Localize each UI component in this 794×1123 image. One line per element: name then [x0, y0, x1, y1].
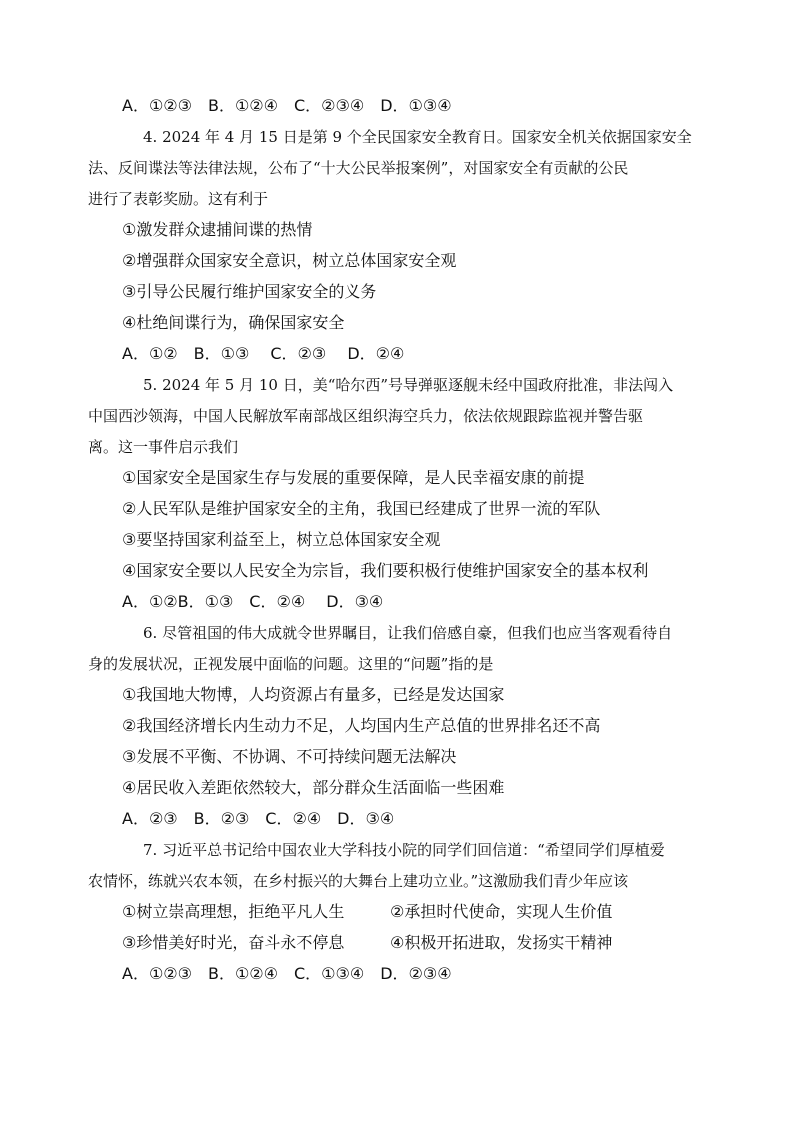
question-4-option-4: ④杜绝间谍行为，确保国家安全 — [122, 313, 345, 332]
question-7-option-2: ②承担时代使命，实现人生价值 — [390, 902, 613, 921]
question-7-text-line-2: 农情怀，练就兴农本领，在乡村振兴的大舞台上建功立业。”这激励我们青少年应该 — [88, 872, 629, 890]
question-5-option-3: ③要坚持国家利益至上，树立总体国家安全观 — [122, 530, 441, 549]
question-4-text-line-3: 进行了表彰奖励。这有利于 — [88, 190, 269, 208]
question-6-option-3: ③发展不平衡、不协调、不可持续问题无法解决 — [122, 747, 457, 766]
question-6-option-2: ②我国经济增长内生动力不足，人均国内生产总值的世界排名还不高 — [122, 716, 601, 735]
answer-choices-prev: A．①②③ B．①②④ C．②③④ D．①③④ — [122, 96, 452, 115]
question-4-text-line-1: 4. 2024 年 4 月 15 日是第 9 个全民国家安全教育日。国家安全机关依据国家安全 — [143, 128, 692, 146]
question-5-answer-choices: A．①②B．①③ C．②④ D．③④ — [122, 592, 384, 611]
question-7-option-1: ①树立崇高理想，拒绝平凡人生 — [122, 902, 345, 921]
question-5-option-4: ④国家安全要以人民安全为宗旨，我们要积极行使维护国家安全的基本权利 — [122, 561, 649, 580]
question-7-option-3: ③珍惜美好时光，奋斗永不停息 — [122, 933, 345, 952]
question-5-text-line-2: 中国西沙领海，中国人民解放军南部战区组织海空兵力，依法依规跟踪监视并警告驱 — [88, 407, 644, 425]
question-5-text-line-3: 离。这一事件启示我们 — [88, 438, 239, 456]
question-6-option-1: ①我国地大物博，人均资源占有量多，已经是发达国家 — [122, 685, 505, 704]
question-4-answer-choices: A．①② B．①③ C．②③ D．②④ — [122, 344, 405, 363]
question-6-text-line-2: 身的发展状况，正视发展中面临的问题。这里的“问题”指的是 — [88, 655, 494, 673]
question-4-option-3: ③引导公民履行维护国家安全的义务 — [122, 282, 377, 301]
question-6-answer-choices: A．②③ B．②③ C．②④ D．③④ — [122, 809, 395, 828]
question-6-option-4: ④居民收入差距依然较大，部分群众生活面临一些困难 — [122, 778, 505, 797]
question-5-text-line-1: 5. 2024 年 5 月 10 日，美“哈尔西”号导弹驱逐舰未经中国政府批准，非法闯入 — [143, 376, 674, 394]
question-7-answer-choices: A．①②③ B．①②④ C．①③④ D．②③④ — [122, 964, 452, 983]
question-4-text-line-2: 法、反间谍法等法律法规，公布了“十大公民举报案例”，对国家安全有贡献的公民 — [88, 159, 629, 177]
question-7-option-4: ④积极开拓进取，发扬实干精神 — [390, 933, 613, 952]
question-7-text-line-1: 7. 习近平总书记给中国农业大学科技小院的同学们回信道：“希望同学们厚植爱 — [143, 841, 665, 859]
question-5-option-2: ②人民军队是维护国家安全的主角，我国已经建成了世界一流的军队 — [122, 499, 601, 518]
question-6-text-line-1: 6. 尽管祖国的伟大成就令世界瞩目，让我们倍感自豪，但我们也应当客观看待自 — [143, 624, 673, 642]
question-4-option-1: ①激发群众逮捕间谍的热情 — [122, 220, 313, 239]
question-5-option-1: ①国家安全是国家生存与发展的重要保障，是人民幸福安康的前提 — [122, 468, 585, 487]
question-4-option-2: ②增强群众国家安全意识，树立总体国家安全观 — [122, 251, 457, 270]
